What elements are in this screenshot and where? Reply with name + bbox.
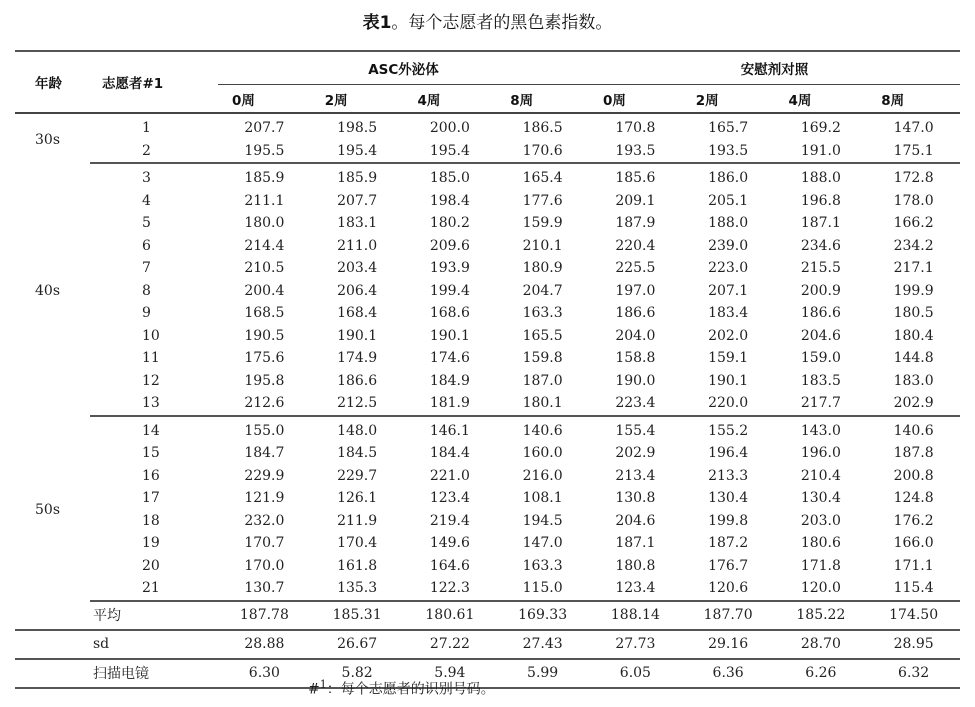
header-week: 2周: [311, 85, 404, 114]
melanin-value-cell: 147.0: [893, 120, 934, 137]
volunteer-id: 14: [142, 422, 160, 439]
melanin-value-cell: 195.4: [311, 140, 404, 164]
table-row: [15, 577, 960, 601]
stat-value-cell: 26.67: [311, 630, 404, 659]
melanin-value-cell: 168.4: [337, 305, 378, 322]
melanin-value-cell: 170.4: [337, 535, 378, 552]
melanin-value-cell: 204.6: [800, 327, 841, 344]
melanin-value-cell: 187.9: [615, 215, 656, 232]
melanin-value-cell: 124.8: [893, 490, 934, 507]
stat-value-cell: 28.95: [867, 630, 960, 659]
volunteer-id: 21: [90, 577, 218, 601]
volunteer-id: 18: [142, 512, 160, 529]
header-group-placebo: 安慰剂对照: [740, 62, 809, 78]
volunteer-id: 2: [90, 140, 218, 164]
melanin-value-cell: 198.4: [429, 192, 470, 209]
melanin-value-cell: 185.9: [244, 170, 285, 187]
stat-value-cell: 5.82: [311, 659, 404, 688]
volunteer-id: 15: [142, 445, 160, 462]
melanin-value-cell: 209.6: [429, 237, 470, 254]
stat-value-cell: 6.05: [589, 659, 682, 688]
melanin-value-cell: 210.5: [244, 260, 285, 277]
stat-label: 扫描电镜: [15, 659, 218, 688]
melanin-value-cell: 187.1: [615, 535, 656, 552]
melanin-value-cell: 223.0: [708, 260, 749, 277]
table-row: [15, 465, 960, 488]
melanin-value-cell: 223.4: [589, 392, 682, 416]
melanin-value-cell: 155.4: [615, 422, 656, 439]
table-row: [15, 212, 960, 235]
volunteer-id: 17: [142, 490, 160, 507]
table-row: [15, 257, 960, 280]
melanin-value-cell: 211.1: [244, 192, 285, 209]
melanin-value-cell: 175.6: [244, 350, 285, 367]
stat-value-cell: 180.61: [404, 601, 497, 630]
stat-value-cell: 6.30: [218, 659, 311, 688]
melanin-value-cell: 174.9: [337, 350, 378, 367]
melanin-value-cell: 202.9: [867, 392, 960, 416]
melanin-value-cell: 123.4: [429, 490, 470, 507]
table-row: [15, 113, 960, 140]
melanin-value-cell: 164.6: [429, 557, 470, 574]
melanin-value-cell: 193.5: [682, 140, 775, 164]
melanin-value-cell: 159.9: [522, 215, 563, 232]
stat-value-cell: 188.14: [589, 601, 682, 630]
melanin-value-cell: 171.8: [800, 557, 841, 574]
volunteer-id: 13: [90, 392, 218, 416]
melanin-value-cell: 225.5: [615, 260, 656, 277]
melanin-value-cell: 135.3: [311, 577, 404, 601]
melanin-value-cell: 178.0: [893, 192, 934, 209]
volunteer-id: 9: [142, 305, 151, 322]
stat-value-cell: 169.33: [496, 601, 589, 630]
age-group-30s: [15, 113, 960, 163]
melanin-value-cell: 196.4: [708, 445, 749, 462]
age-group-label: 50s: [35, 501, 60, 518]
melanin-value-cell: 120.0: [775, 577, 868, 601]
melanin-value-cell: 180.8: [615, 557, 656, 574]
volunteer-id: 19: [142, 535, 160, 552]
melanin-value-cell: 200.9: [800, 282, 841, 299]
melanin-value-cell: 199.8: [708, 512, 749, 529]
table-row: [15, 190, 960, 213]
melanin-value-cell: 203.0: [800, 512, 841, 529]
table-row: [15, 325, 960, 348]
stat-value-cell: 28.70: [775, 630, 868, 659]
melanin-value-cell: 146.1: [429, 422, 470, 439]
stat-value-cell: 27.22: [404, 630, 497, 659]
melanin-value-cell: 163.3: [522, 305, 563, 322]
melanin-value-cell: 183.1: [337, 215, 378, 232]
melanin-value-cell: 180.4: [893, 327, 934, 344]
melanin-value-cell: 158.8: [615, 350, 656, 367]
melanin-value-cell: 149.6: [429, 535, 470, 552]
melanin-value-cell: 239.0: [708, 237, 749, 254]
melanin-value-cell: 159.1: [708, 350, 749, 367]
volunteer-id: 12: [142, 372, 160, 389]
volunteer-id: 8: [142, 282, 151, 299]
melanin-value-cell: 198.5: [337, 120, 378, 137]
table-row: [15, 280, 960, 303]
melanin-value-cell: 165.4: [522, 170, 563, 187]
stat-value-cell: 27.43: [496, 630, 589, 659]
melanin-value-cell: 166.0: [893, 535, 934, 552]
table-row: [15, 235, 960, 258]
stat-value-cell: 174.50: [867, 601, 960, 630]
melanin-value-cell: 207.7: [337, 192, 378, 209]
volunteer-id: 4: [142, 192, 151, 209]
melanin-value-cell: 159.8: [522, 350, 563, 367]
melanin-value-cell: 196.8: [800, 192, 841, 209]
melanin-value-cell: 115.0: [496, 577, 589, 601]
footnote-superscript: 1: [319, 678, 327, 691]
melanin-value-cell: 180.5: [893, 305, 934, 322]
table-row: [15, 302, 960, 325]
melanin-value-cell: 219.4: [429, 512, 470, 529]
melanin-value-cell: 181.9: [404, 392, 497, 416]
table-row: [15, 347, 960, 370]
table-row: [15, 416, 960, 443]
melanin-value-cell: 121.9: [244, 490, 285, 507]
melanin-value-cell: 163.3: [522, 557, 563, 574]
melanin-value-cell: 209.1: [615, 192, 656, 209]
melanin-value-cell: 169.2: [800, 120, 841, 137]
age-group-label: 30s: [35, 132, 60, 148]
table-caption-text: 。每个志愿者的黑色素指数。: [391, 13, 613, 33]
melanin-value-cell: 161.8: [337, 557, 378, 574]
melanin-value-cell: 186.6: [337, 372, 378, 389]
melanin-value-cell: 155.0: [244, 422, 285, 439]
stat-value-cell: 27.73: [589, 630, 682, 659]
table-header: [15, 51, 960, 113]
table-row: [15, 392, 960, 416]
melanin-value-cell: 229.9: [244, 467, 285, 484]
melanin-value-cell: 194.5: [522, 512, 563, 529]
melanin-value-cell: 183.4: [708, 305, 749, 322]
stat-value-cell: 28.88: [218, 630, 311, 659]
melanin-value-cell: 171.1: [893, 557, 934, 574]
melanin-value-cell: 180.6: [800, 535, 841, 552]
melanin-value-cell: 210.1: [522, 237, 563, 254]
melanin-value-cell: 191.0: [775, 140, 868, 164]
melanin-value-cell: 214.4: [244, 237, 285, 254]
melanin-value-cell: 204.0: [615, 327, 656, 344]
footnote: [308, 678, 495, 699]
table-row: [15, 555, 960, 578]
melanin-value-cell: 130.4: [708, 490, 749, 507]
melanin-value-cell: 197.0: [615, 282, 656, 299]
melanin-value-cell: 184.4: [429, 445, 470, 462]
header-week: 2周: [682, 85, 775, 114]
melanin-value-cell: 199.9: [893, 282, 934, 299]
melanin-value-cell: 220.4: [615, 237, 656, 254]
header-week: 8周: [496, 85, 589, 114]
melanin-value-cell: 190.1: [429, 327, 470, 344]
melanin-value-cell: 200.8: [893, 467, 934, 484]
melanin-value-cell: 204.7: [522, 282, 563, 299]
melanin-value-cell: 187.1: [800, 215, 841, 232]
melanin-value-cell: 193.9: [429, 260, 470, 277]
melanin-value-cell: 180.2: [429, 215, 470, 232]
stat-label: sd: [15, 630, 218, 659]
melanin-value-cell: 196.0: [800, 445, 841, 462]
melanin-value-cell: 108.1: [522, 490, 563, 507]
header-week: 4周: [404, 85, 497, 114]
volunteer-id: 5: [142, 215, 151, 232]
table-row: [15, 140, 960, 164]
melanin-value-cell: 232.0: [244, 512, 285, 529]
melanin-value-cell: 122.3: [404, 577, 497, 601]
table-row: [15, 163, 960, 190]
melanin-value-cell: 205.1: [708, 192, 749, 209]
melanin-value-cell: 202.0: [708, 327, 749, 344]
melanin-value-cell: 166.2: [893, 215, 934, 232]
melanin-value-cell: 177.6: [522, 192, 563, 209]
melanin-value-cell: 144.8: [893, 350, 934, 367]
age-group-label: 40s: [35, 282, 60, 299]
stat-value-cell: 187.78: [218, 601, 311, 630]
melanin-value-cell: 190.5: [244, 327, 285, 344]
volunteer-id: 6: [142, 237, 151, 254]
header-week: 0周: [218, 85, 311, 114]
header-group-asc-exosome: ASC外泌体: [368, 62, 439, 78]
age-group-40s: [15, 163, 960, 416]
melanin-value-cell: 120.6: [682, 577, 775, 601]
melanin-value-cell: 168.5: [244, 305, 285, 322]
melanin-value-cell: 207.7: [244, 120, 285, 137]
melanin-value-cell: 170.6: [496, 140, 589, 164]
table-row: [15, 532, 960, 555]
melanin-index-table: [15, 50, 960, 689]
melanin-value-cell: 185.0: [429, 170, 470, 187]
table-row: [15, 370, 960, 393]
melanin-value-cell: 190.1: [708, 372, 749, 389]
melanin-value-cell: 213.3: [708, 467, 749, 484]
stat-value-cell: 29.16: [682, 630, 775, 659]
melanin-value-cell: 204.6: [615, 512, 656, 529]
melanin-value-cell: 190.1: [337, 327, 378, 344]
melanin-value-cell: 185.9: [337, 170, 378, 187]
footnote-text: ：每个志愿者的识别号码。: [326, 681, 495, 698]
melanin-value-cell: 170.0: [244, 557, 285, 574]
melanin-value-cell: 180.1: [496, 392, 589, 416]
footnote-mark: #: [308, 681, 320, 698]
melanin-value-cell: 187.2: [708, 535, 749, 552]
melanin-value-cell: 183.0: [893, 372, 934, 389]
melanin-value-cell: 234.2: [893, 237, 934, 254]
melanin-value-cell: 213.4: [615, 467, 656, 484]
stat-row: [15, 630, 960, 659]
summary-stats: [15, 601, 960, 688]
melanin-value-cell: 176.2: [893, 512, 934, 529]
table-row: [15, 510, 960, 533]
melanin-value-cell: 195.5: [218, 140, 311, 164]
melanin-value-cell: 190.0: [615, 372, 656, 389]
melanin-value-cell: 170.7: [244, 535, 285, 552]
table-row: [15, 442, 960, 465]
melanin-value-cell: 211.9: [337, 512, 378, 529]
melanin-value-cell: 130.4: [800, 490, 841, 507]
volunteer-id: 10: [142, 327, 160, 344]
melanin-value-cell: 216.0: [522, 467, 563, 484]
melanin-value-cell: 195.8: [244, 372, 285, 389]
table-caption: [0, 8, 975, 33]
stat-value-cell: 6.32: [867, 659, 960, 688]
volunteer-id: 16: [142, 467, 160, 484]
volunteer-id: 11: [142, 350, 160, 367]
stat-value-cell: 6.26: [775, 659, 868, 688]
stat-label: 平均: [15, 601, 218, 630]
stat-value-cell: 5.94: [404, 659, 497, 688]
table-row: [15, 487, 960, 510]
stat-value-cell: 187.70: [682, 601, 775, 630]
melanin-value-cell: 220.0: [682, 392, 775, 416]
header-age: 年龄: [15, 51, 90, 113]
melanin-value-cell: 130.7: [218, 577, 311, 601]
header-volunteer: 志愿者#1: [90, 51, 218, 113]
stat-value-cell: 5.99: [496, 659, 589, 688]
melanin-value-cell: 180.0: [244, 215, 285, 232]
melanin-value-cell: 217.7: [775, 392, 868, 416]
melanin-value-cell: 165.7: [708, 120, 749, 137]
melanin-value-cell: 210.4: [800, 467, 841, 484]
melanin-value-cell: 174.6: [429, 350, 470, 367]
melanin-value-cell: 187.8: [893, 445, 934, 462]
melanin-value-cell: 234.6: [800, 237, 841, 254]
volunteer-id: 20: [142, 557, 160, 574]
melanin-value-cell: 184.5: [337, 445, 378, 462]
melanin-value-cell: 186.6: [800, 305, 841, 322]
volunteer-id: 1: [142, 120, 151, 137]
header-week: 8周: [867, 85, 960, 114]
melanin-value-cell: 184.7: [244, 445, 285, 462]
volunteer-id: 7: [142, 260, 151, 277]
melanin-value-cell: 176.7: [708, 557, 749, 574]
melanin-value-cell: 186.0: [708, 170, 749, 187]
melanin-value-cell: 186.6: [615, 305, 656, 322]
melanin-value-cell: 203.4: [337, 260, 378, 277]
melanin-value-cell: 168.6: [429, 305, 470, 322]
melanin-value-cell: 229.7: [337, 467, 378, 484]
age-group-50s: [15, 416, 960, 601]
melanin-value-cell: 187.0: [522, 372, 563, 389]
melanin-value-cell: 130.8: [615, 490, 656, 507]
melanin-value-cell: 140.6: [893, 422, 934, 439]
melanin-value-cell: 115.4: [867, 577, 960, 601]
melanin-value-cell: 202.9: [615, 445, 656, 462]
melanin-value-cell: 165.5: [522, 327, 563, 344]
header-week: 4周: [775, 85, 868, 114]
stat-row: [15, 601, 960, 630]
melanin-value-cell: 170.8: [615, 120, 656, 137]
melanin-value-cell: 159.0: [800, 350, 841, 367]
melanin-value-cell: 199.4: [429, 282, 470, 299]
melanin-value-cell: 160.0: [522, 445, 563, 462]
melanin-value-cell: 186.5: [522, 120, 563, 137]
stat-value-cell: 6.36: [682, 659, 775, 688]
melanin-value-cell: 212.6: [218, 392, 311, 416]
melanin-value-cell: 206.4: [337, 282, 378, 299]
melanin-value-cell: 221.0: [429, 467, 470, 484]
melanin-value-cell: 215.5: [800, 260, 841, 277]
melanin-value-cell: 207.1: [708, 282, 749, 299]
volunteer-id: 3: [142, 170, 151, 187]
melanin-value-cell: 140.6: [522, 422, 563, 439]
melanin-value-cell: 148.0: [337, 422, 378, 439]
melanin-value-cell: 188.0: [708, 215, 749, 232]
stat-value-cell: 185.22: [775, 601, 868, 630]
melanin-value-cell: 126.1: [337, 490, 378, 507]
melanin-value-cell: 193.5: [589, 140, 682, 164]
melanin-value-cell: 143.0: [800, 422, 841, 439]
stat-value-cell: 185.31: [311, 601, 404, 630]
melanin-value-cell: 200.0: [429, 120, 470, 137]
melanin-value-cell: 188.0: [800, 170, 841, 187]
melanin-value-cell: 155.2: [708, 422, 749, 439]
melanin-value-cell: 211.0: [337, 237, 378, 254]
melanin-value-cell: 185.6: [615, 170, 656, 187]
melanin-value-cell: 195.4: [404, 140, 497, 164]
melanin-value-cell: 172.8: [893, 170, 934, 187]
melanin-value-cell: 180.9: [522, 260, 563, 277]
melanin-value-cell: 200.4: [244, 282, 285, 299]
melanin-value-cell: 123.4: [589, 577, 682, 601]
melanin-value-cell: 217.1: [893, 260, 934, 277]
melanin-value-cell: 175.1: [867, 140, 960, 164]
melanin-value-cell: 147.0: [522, 535, 563, 552]
header-week: 0周: [589, 85, 682, 114]
melanin-value-cell: 212.5: [311, 392, 404, 416]
melanin-value-cell: 184.9: [429, 372, 470, 389]
melanin-value-cell: 183.5: [800, 372, 841, 389]
table-caption-label: 表1: [362, 13, 392, 33]
